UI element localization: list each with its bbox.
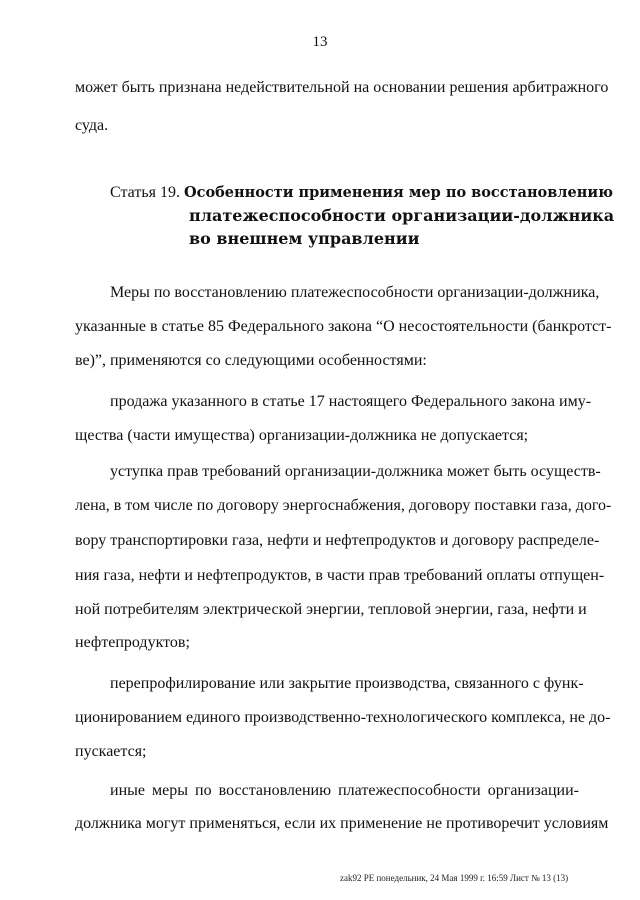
article-heading <box>110 183 613 203</box>
paragraph-3-line-1: уступка прав требований организации-должника может быть осуществ- <box>110 463 601 480</box>
paragraph-3-line-5: ной потребителям электрической энергии, тепловой энергии, газа, нефти и <box>75 601 587 618</box>
intro-line-1: может быть признана недействительной на основании решения арбитражного <box>75 79 609 96</box>
paragraph-4-line-2: ционированием единого производственно-технологического комплекса, не до- <box>75 709 611 726</box>
paragraph-1-line-3: ве)”, применяются со следующими особенностями: <box>75 352 427 369</box>
paragraph-1-line-1: Меры по восстановлению платежеспособности организации-должника, <box>110 284 600 301</box>
paragraph-5-line-1: иные меры по восстановлению платежеспособности организации- <box>110 782 579 799</box>
paragraph-2-line-1: продажа указанного в статье 17 настоящего Федерального закона иму- <box>110 393 592 410</box>
intro-line-2: суда. <box>75 117 109 134</box>
paragraph-4-line-1: перепрофилирование или закрытие производства, связанного с функ- <box>110 675 584 692</box>
paragraph-5-line-2: должника могут применяться, если их применение не противоречит условиям <box>75 815 609 832</box>
article-number: Статья 19. <box>110 184 180 201</box>
article-title-line-1: Особенности применения мер по восстановлению <box>183 184 613 201</box>
paragraph-4-line-3: пускается; <box>75 743 147 760</box>
paragraph-3-line-3: вору транспортировки газа, нефти и нефтепродуктов и договору распределе- <box>75 532 600 549</box>
article-title-line-2: платежеспособности организации-должника <box>189 206 615 225</box>
paragraph-2-line-2: щества (части имущества) организации-должника не допускается; <box>75 427 529 444</box>
paragraph-3-line-2: лена, в том числе по договору энергоснабжения, договору поставки газа, дого- <box>75 497 612 514</box>
paragraph-3-line-4: ния газа, нефти и нефтепродуктов, в части прав требований оплаты отпущен- <box>75 567 605 584</box>
paragraph-3-line-6: нефтепродуктов; <box>75 634 190 651</box>
paragraph-1-line-2: указанные в статье 85 Федерального закона “О несостоятельности (банкротст- <box>75 318 612 335</box>
page-footer: zak92 PE понедельник, 24 Мая 1999 г. 16:59 Лист № 13 (13) <box>340 873 569 883</box>
article-title-line-3: во внешнем управлении <box>189 229 420 248</box>
page-number: 13 <box>312 34 328 50</box>
